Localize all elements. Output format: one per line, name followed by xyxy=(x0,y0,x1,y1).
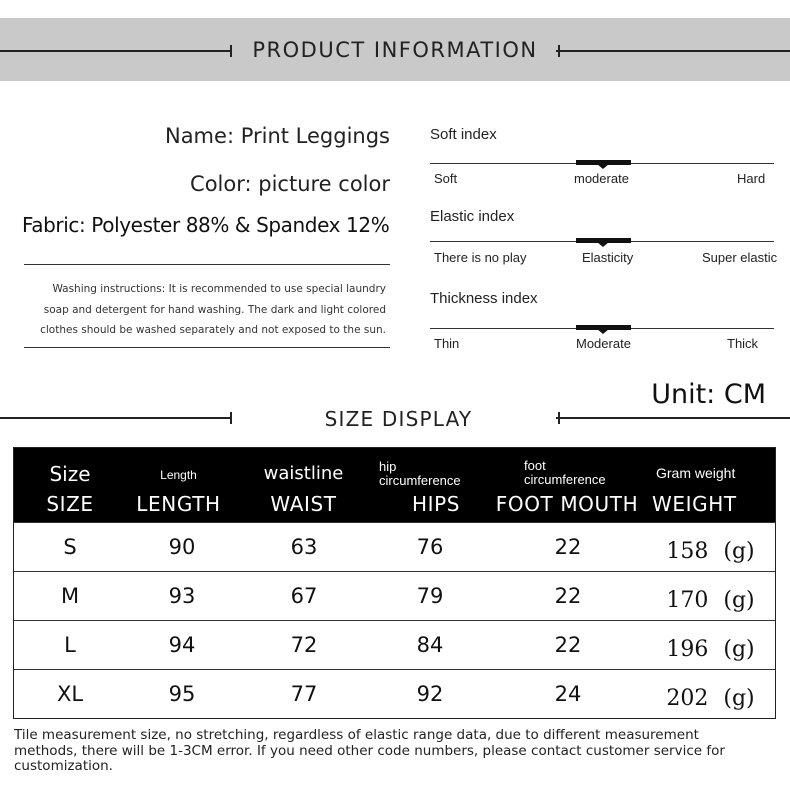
weight-cell: 196 (g) xyxy=(666,637,755,662)
weight-cell: 158 (g) xyxy=(666,539,755,564)
waist-cell: 72 xyxy=(290,633,318,657)
unit-label: Unit: CM xyxy=(651,379,766,410)
elastic-index-title: Elastic index xyxy=(430,208,515,225)
thickness-index-mid: Moderate xyxy=(576,336,631,351)
size-cell: XL xyxy=(56,682,84,706)
table-row xyxy=(14,620,775,670)
header-hips xyxy=(376,448,486,522)
table-row xyxy=(14,669,775,719)
washing-instructions: Washing instructions: It is recommended to use special laundry soap and detergent for hand washing. The dark and light colored clothes should be washed separately and not exposed to the sun. xyxy=(40,283,386,336)
hips-cell: 84 xyxy=(416,633,444,657)
washing-instructions-box xyxy=(24,264,390,348)
soft-index-mid: moderate xyxy=(574,171,629,186)
header-length-top: Length xyxy=(160,468,197,482)
thickness-index-title: Thickness index xyxy=(430,290,538,307)
banner-title: PRODUCT INFORMATION xyxy=(252,38,538,62)
size-cell: L xyxy=(64,633,76,657)
header-hips-bottom: HIPS xyxy=(411,492,461,516)
header-foot-top: foot circumference xyxy=(524,458,606,487)
header-waist xyxy=(231,448,376,522)
foot-cell: 24 xyxy=(554,682,582,706)
table-row xyxy=(14,522,775,572)
product-color: Color: picture color xyxy=(190,172,390,196)
header-size-bottom: SIZE xyxy=(46,492,94,516)
header-weight-bottom: WEIGHT xyxy=(652,492,737,516)
size-cell: S xyxy=(63,535,77,559)
length-cell: 90 xyxy=(168,535,196,559)
elastic-index-mid: Elasticity xyxy=(582,250,634,265)
hips-cell: 79 xyxy=(416,584,444,608)
hips-cell: 76 xyxy=(416,535,444,559)
soft-index-title: Soft index xyxy=(430,126,497,143)
header-weight xyxy=(648,448,775,522)
foot-cell: 22 xyxy=(554,535,582,559)
elastic-index-low: There is no play xyxy=(434,250,527,265)
soft-index-low: Soft xyxy=(434,171,458,186)
header-waist-bottom: WAIST xyxy=(270,492,337,516)
soft-index-pointer xyxy=(597,164,609,169)
measurement-footnote: Tile measurement size, no stretching, regardless of elastic range data, due to different measurement methods, there will be 1-3CM error. If you need other code numbers, please contact customer service for customization. xyxy=(14,727,725,774)
weight-cell: 202 (g) xyxy=(666,686,755,711)
product-name: Name: Print Leggings xyxy=(164,124,390,148)
elastic-index-pointer xyxy=(597,242,609,247)
waist-cell: 77 xyxy=(290,682,318,706)
thickness-index-low: Thin xyxy=(434,336,460,351)
foot-cell: 22 xyxy=(554,633,582,657)
header-foot-bottom: FOOT MOUTH xyxy=(495,492,639,516)
size-display-title: SIZE DISPLAY xyxy=(324,407,473,431)
header-size xyxy=(14,448,126,522)
header-length-bottom: LENGTH xyxy=(136,492,221,516)
size-cell: M xyxy=(60,584,80,608)
product-fabric: Fabric: Polyester 88% & Spandex 12% xyxy=(22,213,390,237)
length-cell: 95 xyxy=(168,682,196,706)
header-size-top: Size xyxy=(49,462,91,486)
waist-cell: 63 xyxy=(290,535,318,559)
length-cell: 94 xyxy=(168,633,196,657)
header-foot xyxy=(486,448,648,522)
header-length xyxy=(126,448,231,522)
waist-cell: 67 xyxy=(290,584,318,608)
size-table-header xyxy=(14,448,775,522)
foot-cell: 22 xyxy=(554,584,582,608)
header-waist-top: waistline xyxy=(263,463,344,484)
thickness-index-high: Thick xyxy=(727,336,759,351)
header-weight-top: Gram weight xyxy=(656,465,736,481)
table-row xyxy=(14,571,775,621)
header-hips-top: hip circumference xyxy=(379,459,461,488)
thickness-index-pointer xyxy=(597,329,609,334)
size-table xyxy=(13,447,776,719)
soft-index-high: Hard xyxy=(737,171,766,186)
weight-cell: 170 (g) xyxy=(666,588,755,613)
length-cell: 93 xyxy=(168,584,196,608)
elastic-index-high: Super elastic xyxy=(702,250,778,265)
hips-cell: 92 xyxy=(416,682,444,706)
